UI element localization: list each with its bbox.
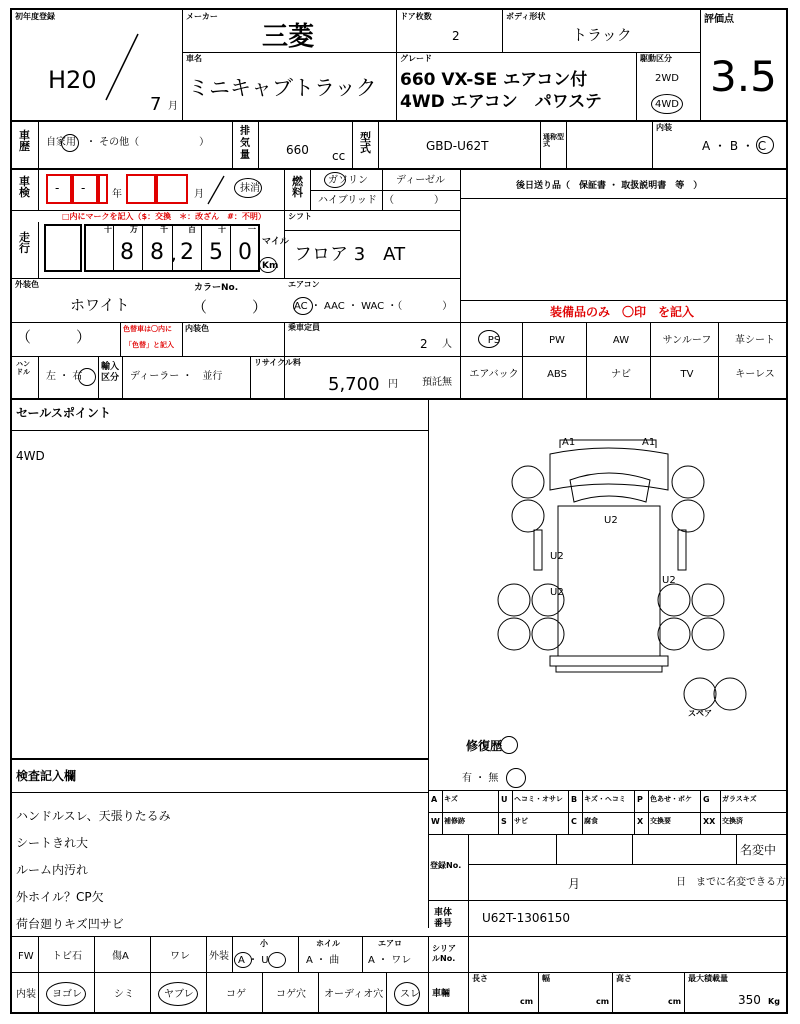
legend-meaning: キズ・ヘコミ	[584, 795, 626, 803]
legend-code: U	[501, 795, 508, 804]
history-label: 車歴	[19, 129, 30, 153]
height-label: 高さ	[616, 974, 632, 983]
mileage-label: 走行	[19, 231, 30, 255]
ext-label: 外装	[209, 951, 229, 962]
interior-grade: A ・ B ・ C	[702, 139, 767, 153]
digit-3: 2	[180, 240, 194, 265]
displacement: 660	[286, 143, 309, 157]
doors-label: ドア枚数	[400, 12, 432, 21]
equipment-item-4: 革シート	[735, 335, 775, 346]
legend-code: G	[703, 795, 710, 804]
note-line-4: 外ホイル？CP欠	[16, 890, 104, 904]
km-circle	[259, 257, 277, 273]
repair-value: 有 ・ 無	[462, 773, 499, 784]
width-label: 幅	[542, 974, 550, 983]
km-unit: Km	[262, 261, 279, 271]
legend-code: S	[501, 817, 507, 826]
aero-value: A ・ ワレ	[368, 955, 412, 966]
doors: 2	[452, 29, 460, 43]
legend-code: XX	[703, 817, 716, 826]
small-value: A ・ U	[238, 955, 269, 966]
max-load-unit: Kg	[768, 997, 780, 1006]
int-rub: スレ	[400, 989, 420, 1000]
legend-meaning: サビ	[514, 817, 528, 825]
equipment-item-2: AW	[612, 335, 630, 346]
car-name-label: 車名	[186, 54, 202, 63]
height-cm: cm	[668, 997, 682, 1006]
history-value: 自家用 ・ その他（ ）	[46, 137, 210, 148]
grade-label: グレード	[400, 54, 432, 63]
chassis-label: 車体番号	[434, 908, 453, 929]
note-line-1: ハンドルスレ、天張りたるみ	[16, 809, 171, 823]
color-no-label: カラーNo.	[194, 283, 239, 293]
fuel-gasoline: ガソリン	[328, 175, 368, 186]
change-note-1: 色替車は〇内に	[123, 325, 172, 333]
diagram-label-u2-center: U2	[604, 515, 618, 526]
inspection-year-unit: 年	[112, 189, 122, 200]
body-type: トラック	[572, 26, 632, 44]
legend-meaning: 補修跡	[444, 817, 465, 825]
spare-label: スペア	[688, 709, 712, 718]
dealer-value: ディーラー ・ 並行	[130, 371, 223, 382]
private-use-circle	[61, 134, 79, 152]
capacity-unit: 人	[442, 339, 452, 350]
dirt-circle	[46, 982, 86, 1006]
aircon-value: AC ・ AAC ・ WAC ・（ ）	[294, 301, 453, 312]
dims-label: 車輛	[432, 989, 451, 999]
maker: 三菱	[262, 22, 315, 52]
first-reg-year: H20	[48, 66, 97, 94]
legend-code: A	[431, 795, 438, 804]
drive-4wd: 4WD	[655, 99, 679, 110]
aircon-ac-circle	[293, 297, 313, 315]
int-dirt: ヨゴレ	[52, 989, 82, 1000]
max-load: 350	[738, 993, 761, 1007]
vehicle-diagram	[472, 430, 752, 720]
drive-4wd-circle	[651, 94, 683, 114]
unit-hyaku: 百	[188, 225, 196, 234]
equipment-item-1: PW	[549, 335, 565, 346]
equipment-item-0: PS	[487, 335, 501, 346]
int-color-label: 内装色	[185, 324, 209, 333]
yen-unit: 円	[388, 379, 398, 390]
equipment-item-b-0: エアバック	[469, 369, 519, 380]
sales-point-title: セールスポイント	[16, 406, 111, 420]
digit-comma: ,	[171, 244, 177, 265]
length-label: 長さ	[472, 974, 488, 983]
int-burn: コゲ	[226, 989, 246, 1000]
small-u-circle	[268, 952, 286, 968]
inspection-notes-title: 検査記入欄	[16, 769, 77, 783]
body-label: ボディ形状	[506, 12, 546, 21]
wheel-value: A ・ 曲	[306, 955, 340, 966]
score-label: 評価点	[704, 14, 734, 25]
repair-check-circle	[500, 736, 518, 754]
car-name: ミニキャブトラック	[188, 76, 377, 100]
name-change: 名変中	[740, 843, 777, 857]
reg-month: 月	[568, 877, 581, 891]
digit-4: 5	[209, 240, 223, 265]
mile-unit: マイル	[262, 237, 289, 247]
gasoline-circle	[324, 172, 346, 188]
legend-code: X	[637, 817, 644, 826]
cc-unit: cc	[332, 149, 346, 163]
unregistered-circle	[234, 178, 262, 198]
equipment-item-b-2: ナビ	[611, 369, 631, 380]
diagram-label-a1-right: A1	[642, 437, 656, 448]
drive-label: 駆動区分	[640, 54, 672, 63]
fw-label: FW	[18, 951, 34, 962]
auction-sheet	[10, 8, 788, 1014]
small-label: 小	[260, 939, 268, 948]
common-model-label: 通称型式	[543, 133, 564, 148]
inspection-label: 車検	[19, 175, 30, 199]
drive-2wd: 2WD	[655, 73, 679, 84]
unit-ju: 十	[218, 225, 226, 234]
diagram-label-u2-right: U2	[662, 575, 676, 586]
color-change-paren: （ ）	[16, 328, 92, 346]
equipment-title: 装備品のみ 〇印 を記入	[550, 305, 695, 319]
fw-chip: トビ石	[52, 951, 82, 962]
width-cm: cm	[596, 997, 610, 1006]
legend-code: W	[431, 817, 440, 826]
handle-label: ハンドル	[16, 360, 30, 376]
legend-meaning: ヘコミ・オサレ	[514, 795, 563, 803]
maker-label: メーカー	[186, 12, 218, 21]
diagram-label-u2-left-lower: U2	[550, 587, 564, 598]
fw-crack: ワレ	[170, 951, 190, 962]
unit-man: 万	[130, 225, 138, 234]
unit-ichi: 一	[248, 225, 256, 234]
fuel-label: 燃料	[292, 175, 303, 199]
int-tear: ヤブレ	[164, 989, 194, 1000]
unit-ju-man: 十	[104, 225, 112, 234]
mileage-box-0	[44, 224, 82, 272]
equipment-item-b-1: ABS	[547, 369, 567, 380]
rub-circle	[394, 982, 420, 1006]
fuel-hybrid: ハイブリッド	[318, 195, 377, 206]
displacement-label: 排気量	[240, 126, 250, 161]
digit-1: 8	[120, 240, 134, 265]
reg-no-label: 登録No.	[430, 861, 462, 870]
digit-5: 0	[238, 240, 252, 265]
digit-2: 8	[150, 240, 164, 265]
mileage-note: □内にマークを記入（$：交換 ＊：改ざん #：不明）	[62, 212, 266, 221]
legend-meaning: キズ	[444, 795, 458, 803]
recycle-fee: 5,700	[328, 374, 380, 395]
model-code: GBD-U62T	[426, 139, 489, 153]
repair-label: 修復歴	[466, 739, 503, 753]
first-reg-label: 初年度登録	[15, 12, 55, 21]
score: 3.5	[710, 52, 777, 101]
legend-meaning: 交換済	[722, 817, 743, 825]
aircon-label: エアコン	[288, 280, 320, 289]
color-no-paren: （ ）	[192, 298, 268, 316]
int-audio-hole: オーディオ穴	[324, 989, 384, 1000]
diagram-label-u2-left: U2	[550, 551, 564, 562]
month-unit: 月	[168, 101, 178, 112]
model-label: 型式	[360, 131, 371, 155]
serial-label: シリアルNo.	[432, 944, 456, 963]
equipment-item-b-4: キーレス	[735, 369, 775, 380]
inspection-month-unit: 月	[194, 189, 204, 200]
legend-code: B	[571, 795, 578, 804]
ext-color: ホワイト	[70, 296, 130, 314]
note-line-2: シートきれ大	[16, 836, 89, 850]
small-a-circle	[234, 952, 252, 968]
legend-meaning: ガラスキズ	[722, 795, 757, 803]
legend-code: C	[571, 817, 577, 826]
max-load-label: 最大積載量	[688, 974, 728, 983]
fuel-hybrid-paren: （ ）	[384, 195, 444, 206]
chassis-number: U62T-1306150	[482, 911, 571, 925]
unit-sen: 千	[160, 225, 168, 234]
repair-none-circle	[506, 768, 526, 788]
fuel-diesel: ディーゼル	[396, 175, 445, 186]
sales-point-text: 4WD	[16, 449, 45, 463]
equipment-item-3: サンルーフ	[662, 335, 712, 346]
legend-meaning: 腐食	[584, 817, 598, 825]
legend-code: P	[637, 795, 643, 804]
legend-meaning: 色あせ・ボケ	[650, 795, 692, 803]
capacity: 2	[420, 337, 428, 351]
capacity-label: 乗車定員	[288, 323, 320, 332]
aero-label: エアロ	[378, 939, 402, 948]
grade-line2: 4WD エアコン パワステ	[400, 92, 602, 112]
recycle-label: リサイクル料	[254, 358, 301, 367]
int-label: 内装	[16, 989, 36, 1000]
deposit-none: 預託無	[422, 377, 452, 388]
int-stain: シミ	[114, 989, 134, 1000]
first-reg-month: 7	[150, 94, 162, 115]
reg-day-note: 日 までに名変できる方	[676, 877, 786, 888]
wheel-label: ホイル	[316, 939, 340, 948]
grade-line1: 660 VX-SE エアコン付	[400, 70, 588, 90]
inspection-dash-1: -	[55, 181, 60, 195]
interior-c-circle	[756, 136, 774, 154]
later-items-label: 後日送り品（ 保証書 ・ 取扱説明書 等 ）	[516, 181, 703, 191]
ext-color-label: 外装色	[15, 280, 39, 289]
equipment-item-b-3: TV	[680, 369, 694, 380]
shift-value: フロア 3 AT	[294, 244, 406, 265]
length-cm: cm	[520, 997, 534, 1006]
right-hand-circle	[78, 368, 96, 386]
int-burn-hole: コゲ穴	[276, 989, 306, 1000]
note-line-3: ルーム内汚れ	[16, 863, 89, 877]
fw-scratch-a: 傷A	[112, 951, 129, 962]
shift-label: シフト	[288, 212, 312, 221]
legend-meaning: 交換要	[650, 817, 671, 825]
import-label: 輸入区分	[101, 362, 120, 383]
interior-label: 内装	[656, 123, 672, 132]
unregistered: 抹消	[240, 183, 260, 194]
change-note-2: 「色替」と記入	[125, 341, 174, 349]
tear-circle	[158, 982, 198, 1006]
handle-value: 左 ・ 右	[46, 371, 83, 382]
note-line-5: 荷台廻りキズ凹サビ	[16, 917, 124, 931]
inspection-dash-2: -	[81, 181, 86, 195]
diagram-label-a1-left: A1	[562, 437, 576, 448]
